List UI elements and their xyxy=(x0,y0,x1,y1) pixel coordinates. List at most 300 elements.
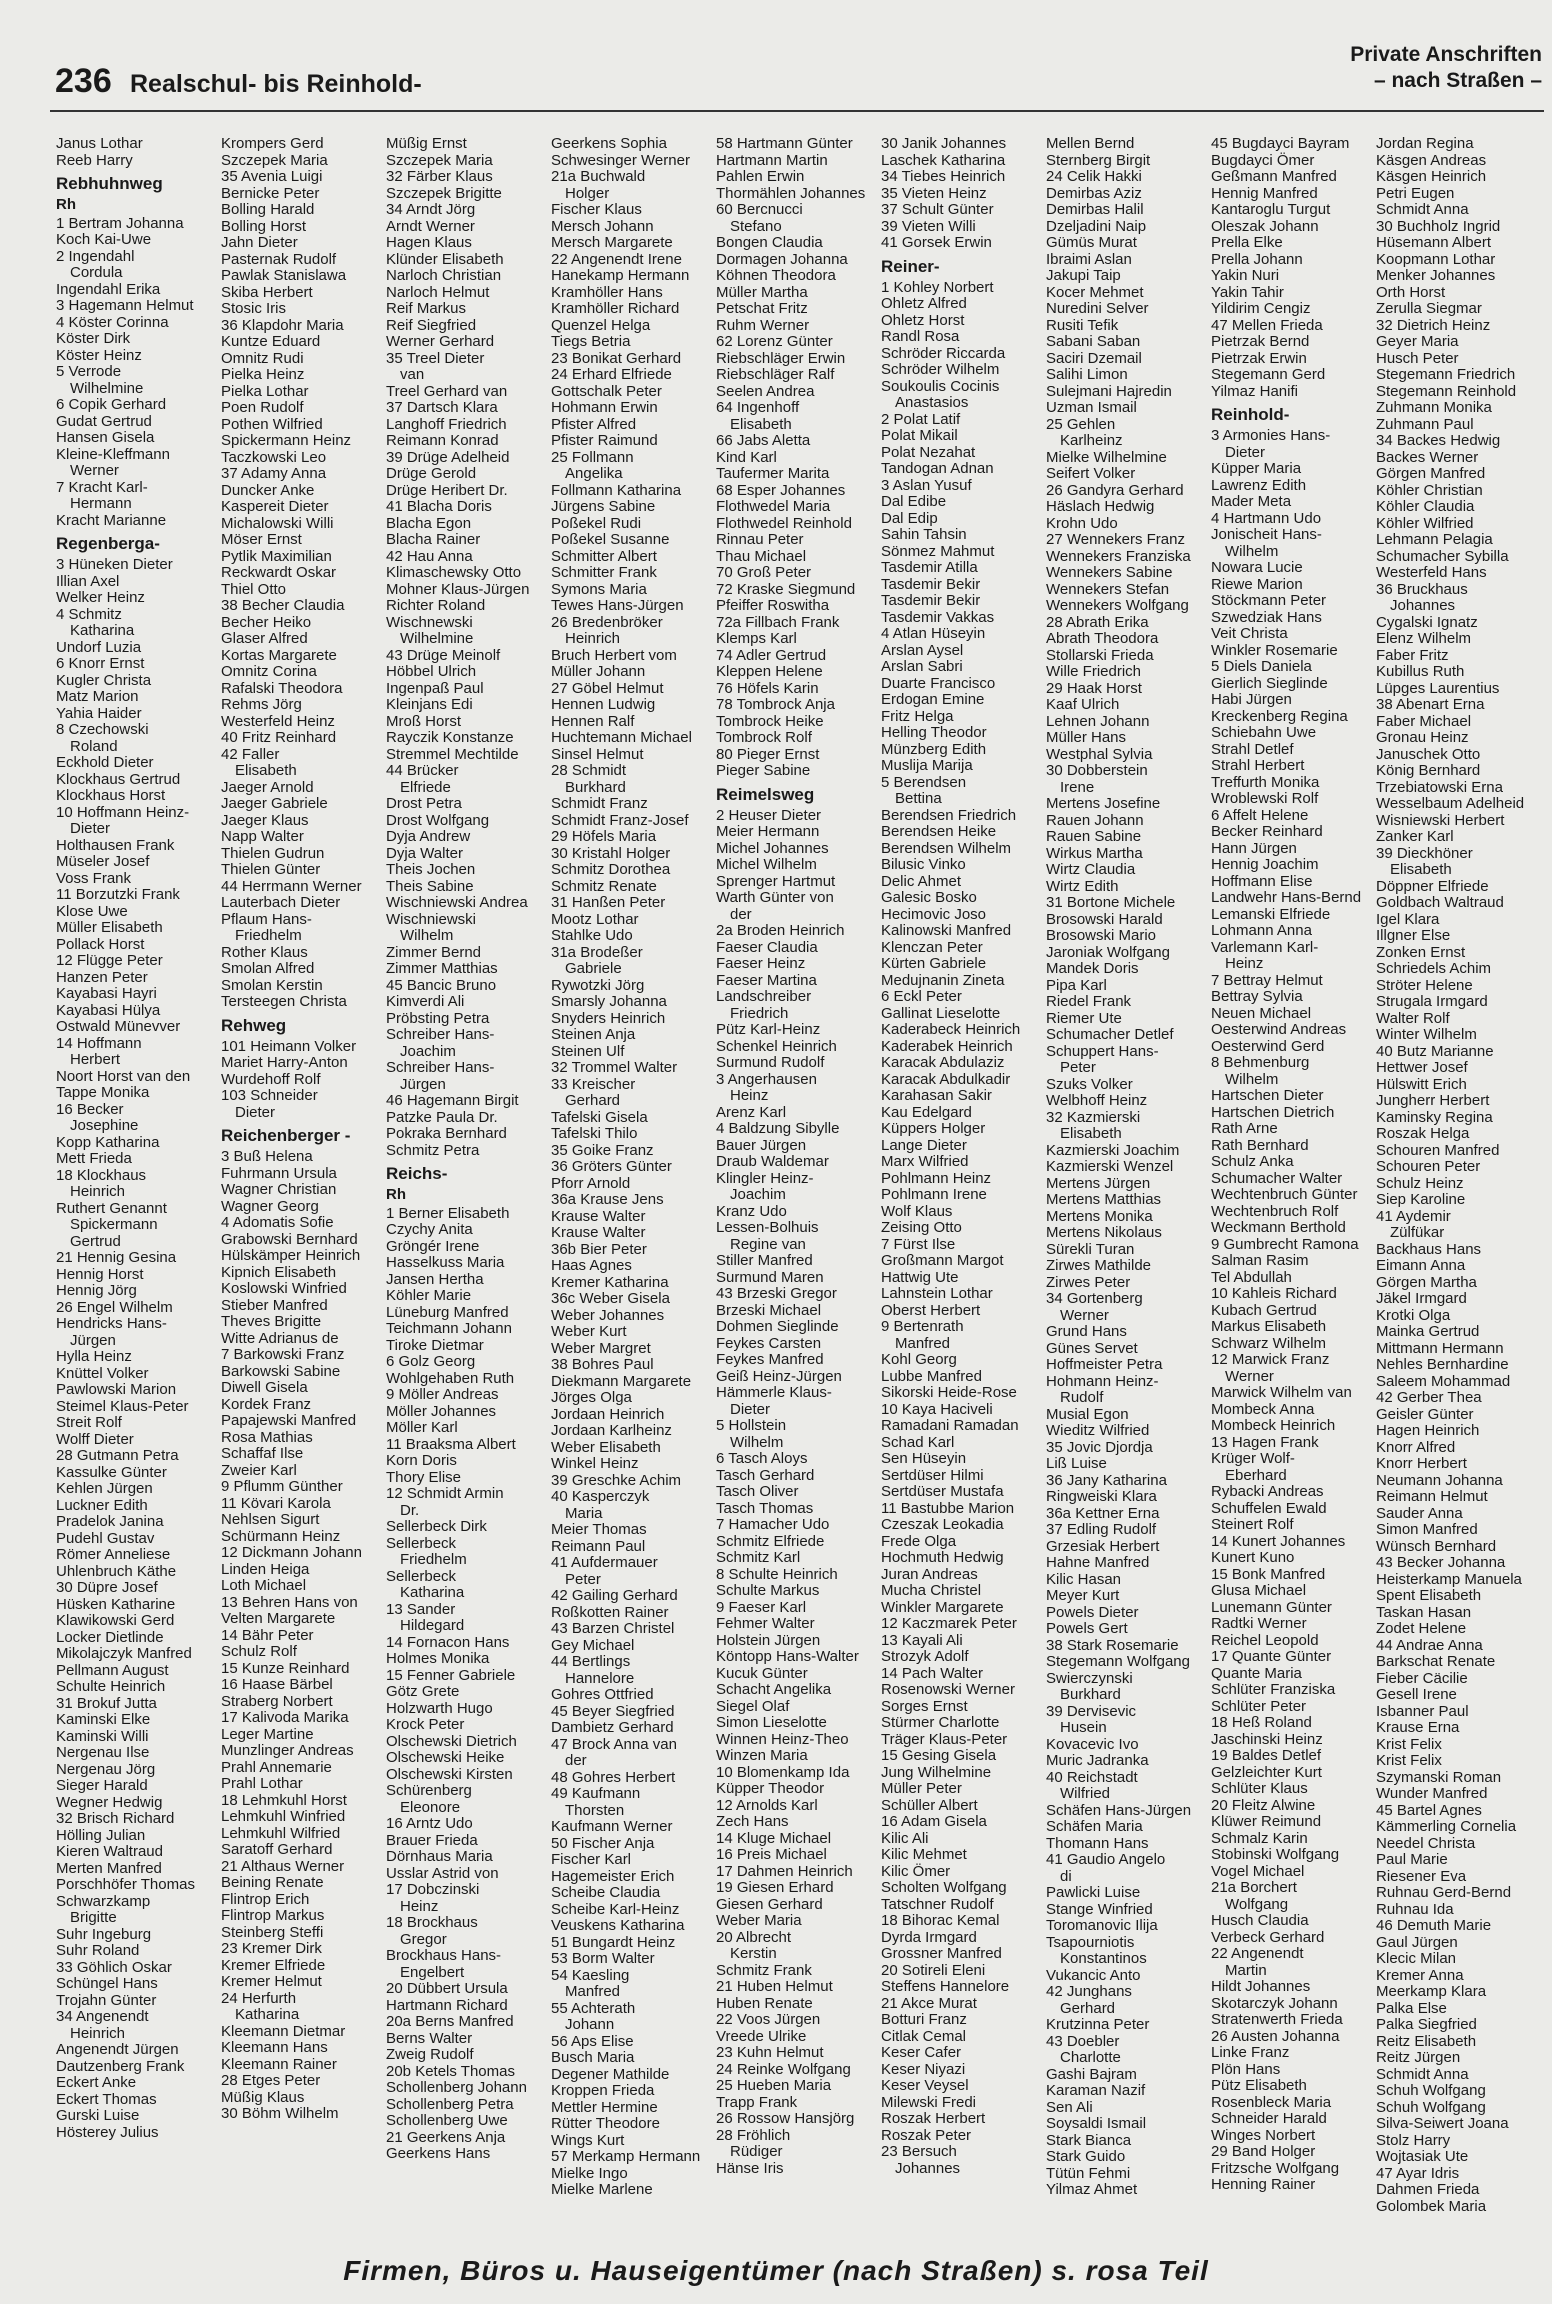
resident-entry: 9 Möller Andreas xyxy=(386,1386,499,1403)
resident-entry: 22 Angenendt Irene xyxy=(551,250,682,268)
resident-entry: 17 Dahmen Heinrich xyxy=(716,1862,853,1880)
entry-continuation: Johannes xyxy=(895,2159,961,2177)
resident-entry: Wechtenbruch Günter xyxy=(1211,1186,1358,1203)
resident-entry: Citlak Cemal xyxy=(881,2027,967,2045)
entry-continuation: Eberhard xyxy=(1225,1466,1287,1484)
resident-entry: 21a Borchert xyxy=(1211,1879,1297,1896)
resident-entry: 7 Fürst Ilse xyxy=(881,1235,956,1253)
resident-entry: Wischnewski xyxy=(386,613,473,631)
resident-entry: Winnen Heinz-Theo xyxy=(716,1730,849,1748)
resident-entry: Trojahn Günter xyxy=(56,1991,157,2009)
resident-entry: Pollack Horst xyxy=(56,935,145,953)
resident-entry: 10 Kahleis Richard xyxy=(1211,1285,1337,1302)
resident-entry: Möser Ernst xyxy=(221,531,302,548)
resident-entry: Toromanovic Ilija xyxy=(1046,1917,1158,1934)
resident-entry: 4 Hartmann Udo xyxy=(1211,509,1322,527)
resident-entry: 40 Butz Marianne xyxy=(1376,1042,1494,1060)
entry-continuation: Peter xyxy=(565,1570,601,1588)
resident-entry: Pflaum Hans- xyxy=(221,910,312,928)
resident-entry: 80 Pieger Ernst xyxy=(716,745,820,763)
resident-entry: Kehlen Jürgen xyxy=(56,1480,153,1497)
resident-entry: Czeszak Leokadia xyxy=(881,1516,1004,1533)
entry-continuation: Friedhelm xyxy=(400,1551,467,1568)
resident-entry: Krüger Wolf- xyxy=(1211,1450,1295,1467)
resident-entry: Angenendt Jürgen xyxy=(56,2041,179,2058)
resident-entry: Pfeiffer Roswitha xyxy=(716,597,830,614)
resident-entry: Wolff Dieter xyxy=(56,1430,134,1448)
resident-entry: Tasch Thomas xyxy=(716,1499,814,1517)
resident-entry: Mertens Matthias xyxy=(1046,1191,1162,1208)
resident-entry: Walter Rolf xyxy=(1376,1009,1450,1027)
resident-entry: Lehmann Pelagia xyxy=(1376,531,1493,548)
resident-entry: Bolling Harald xyxy=(221,201,315,218)
resident-entry: Veuskens Katharina xyxy=(551,1917,685,1934)
resident-entry: Olschewski Dietrich xyxy=(386,1732,517,1750)
entry-continuation: Elisabeth xyxy=(235,762,297,779)
resident-entry: Lahnstein Lothar xyxy=(881,1285,993,1302)
resident-entry: Jung Wilhelmine xyxy=(881,1763,992,1781)
district-code: Rh xyxy=(56,196,76,213)
resident-entry: Salman Rasim xyxy=(1211,1252,1309,1269)
resident-entry: Knüttel Volker xyxy=(56,1364,149,1382)
resident-entry: Faber Michael xyxy=(1376,712,1472,730)
resident-entry: 8 Behmenburg xyxy=(1211,1054,1310,1071)
resident-entry: Mersch Margarete xyxy=(551,234,673,251)
resident-entry: Kremer Helmut xyxy=(221,1973,322,1990)
resident-entry: Jordaan Karlheinz xyxy=(551,1422,672,1439)
resident-entry: Szczepek Maria xyxy=(221,151,328,169)
resident-entry: Drost Petra xyxy=(386,795,462,812)
resident-entry: 14 Hoffmann xyxy=(56,1034,142,1052)
resident-entry: 12 Arnolds Karl xyxy=(716,1796,818,1814)
resident-entry: Stollarski Frieda xyxy=(1046,646,1154,664)
resident-entry: Frede Olga xyxy=(881,1532,957,1550)
resident-entry: 7 Kracht Karl- xyxy=(56,478,148,496)
resident-entry: Schuffelen Ewald xyxy=(1211,1499,1327,1517)
resident-entry: Wegner Hedwig xyxy=(56,1793,163,1811)
entry-continuation: Friedhelm xyxy=(235,927,302,944)
resident-entry: Winges Norbert xyxy=(1211,2126,1316,2144)
resident-entry: Bolling Horst xyxy=(221,217,307,235)
entry-continuation: Werner xyxy=(70,462,119,479)
resident-entry: 37 Adamy Anna xyxy=(221,465,327,482)
resident-entry: Arslan Aysel xyxy=(881,641,964,659)
resident-entry: Kopp Katharina xyxy=(56,1133,160,1151)
resident-entry: Lemanski Elfriede xyxy=(1211,905,1331,923)
resident-entry: Thau Michael xyxy=(716,547,807,565)
resident-entry: Bugdayci Ömer xyxy=(1211,151,1315,169)
resident-entry: Feykes Manfred xyxy=(716,1351,824,1368)
resident-entry: Poßekel Rudi xyxy=(551,514,642,532)
resident-entry: Bilusic Vinko xyxy=(881,856,966,873)
resident-entry: Gümüs Murat xyxy=(1046,234,1137,251)
resident-entry: Köhler Christian xyxy=(1376,481,1483,499)
resident-entry: Riebschläger Ralf xyxy=(716,366,835,383)
resident-entry: Reimann Paul xyxy=(551,1537,646,1555)
resident-entry: Ostwald Münevver xyxy=(56,1018,181,1035)
resident-entry: Klose Uwe xyxy=(56,902,128,920)
resident-entry: Neuen Michael xyxy=(1211,1004,1312,1022)
resident-entry: Soysaldi Ismail xyxy=(1046,2115,1147,2132)
resident-entry: Wennekers Wolfgang xyxy=(1046,597,1189,614)
resident-entry: Keser Niyazi xyxy=(881,2060,966,2078)
resident-entry: Michel Wilhelm xyxy=(716,856,817,873)
resident-entry: Klemps Karl xyxy=(716,630,797,647)
resident-entry: Locker Dietlinde xyxy=(56,1628,164,1646)
entry-continuation: Jürgen xyxy=(70,1331,116,1349)
page-number: 236 xyxy=(55,62,112,100)
resident-entry: Schürenberg xyxy=(386,1782,472,1799)
resident-entry: Flintrop Markus xyxy=(221,1907,325,1924)
resident-entry: Dzeljadini Naip xyxy=(1046,217,1147,235)
resident-entry: Schröder Wilhelm xyxy=(881,361,1000,378)
entry-continuation: Manfred xyxy=(895,1334,951,1352)
resident-entry: 26 Gandyra Gerhard xyxy=(1046,481,1184,499)
directory-column xyxy=(56,136,221,2244)
resident-entry: Schollenberg Johann xyxy=(386,2079,527,2096)
resident-entry: Yilmaz Ahmet xyxy=(1046,2181,1138,2198)
resident-entry: Pfister Alfred xyxy=(551,415,637,433)
resident-entry: Undorf Luzia xyxy=(56,638,142,656)
entry-continuation: Regine van xyxy=(730,1235,806,1253)
resident-entry: 43 Brzeski Gregor xyxy=(716,1285,837,1302)
resident-entry: Scheibe Karl-Heinz xyxy=(551,1900,680,1918)
resident-entry: 60 Bercnucci xyxy=(716,201,803,218)
resident-entry: 50 Fischer Anja xyxy=(551,1834,655,1852)
resident-entry: 51 Bungardt Heinz xyxy=(551,1933,676,1951)
resident-entry: Suhr Ingeburg xyxy=(56,1925,152,1943)
resident-entry: Brosowski Mario xyxy=(1046,927,1157,944)
resident-entry: Duarte Francisco xyxy=(881,674,996,692)
resident-entry: Hohmann Erwin xyxy=(551,399,658,416)
resident-entry: Kimverdi Ali xyxy=(386,993,465,1010)
entry-continuation: Friedrich xyxy=(730,1004,789,1022)
resident-entry: Günes Servet xyxy=(1046,1339,1138,1357)
resident-entry: Lüpges Laurentius xyxy=(1376,679,1500,697)
resident-entry: Czychy Anita xyxy=(386,1221,473,1238)
resident-entry: Richter Roland xyxy=(386,597,486,614)
entry-continuation: Johann xyxy=(565,2016,615,2033)
resident-entry: Hennig Jörg xyxy=(56,1282,137,1299)
resident-entry: Thory Elise xyxy=(386,1468,462,1486)
resident-entry: 15 Fenner Gabriele xyxy=(386,1666,516,1684)
resident-entry: Flothwedel Reinhold xyxy=(716,514,852,532)
resident-entry: 42 Faller xyxy=(221,745,280,763)
resident-entry: Klockhaus Horst xyxy=(56,787,166,804)
resident-entry: Sönmez Mahmut xyxy=(881,542,995,560)
resident-entry: Eckhold Dieter xyxy=(56,754,154,771)
resident-entry: Ingenpaß Paul xyxy=(386,679,484,697)
resident-entry: Pasternak Rudolf xyxy=(221,250,337,268)
resident-entry: Sieger Harald xyxy=(56,1777,148,1794)
resident-entry: Weckmann Berthold xyxy=(1211,1219,1346,1236)
resident-entry: Palka Siegfried xyxy=(1376,2016,1477,2033)
resident-entry: 72a Fillbach Frank xyxy=(716,613,840,631)
resident-entry: 33 Kreischer xyxy=(551,1075,636,1093)
resident-entry: Hochmuth Hedwig xyxy=(881,1549,1004,1566)
resident-entry: Korn Doris xyxy=(386,1452,457,1469)
resident-entry: Mettler Hermine xyxy=(551,2098,658,2116)
footer-note: Firmen, Büros u. Hauseigentümer (nach Straßen) s. rosa Teil xyxy=(343,2255,1209,2286)
resident-entry: Zweier Karl xyxy=(221,1461,297,1479)
resident-entry: Hennen Ralf xyxy=(551,712,635,730)
resident-entry: Pudehl Gustav xyxy=(56,1529,155,1547)
resident-entry: Tütün Fehmi xyxy=(1046,2164,1131,2182)
resident-entry: Steinen Anja xyxy=(551,1026,636,1043)
resident-entry: Tandogan Adnan xyxy=(881,460,994,477)
resident-entry: 42 Junghans xyxy=(1046,1983,1132,2000)
street-heading: Reichenberger - xyxy=(221,1126,351,1145)
resident-entry: 41 Gorsek Erwin xyxy=(881,234,992,251)
resident-entry: Treel Gerhard van xyxy=(386,382,508,400)
section-subtitle: – nach Straßen – xyxy=(1373,69,1542,92)
resident-entry: Symons Maria xyxy=(551,580,647,598)
resident-entry: 30 Buchholz Ingrid xyxy=(1376,217,1501,235)
resident-entry: Kortas Margarete xyxy=(221,646,337,664)
resident-entry: Krock Peter xyxy=(386,1716,465,1733)
resident-entry: Hennen Ludwig xyxy=(551,696,656,713)
resident-entry: 30 Böhm Wilhelm xyxy=(221,2105,339,2122)
resident-entry: Seelen Andrea xyxy=(716,382,815,400)
resident-entry: Wolf Klaus xyxy=(881,1202,953,1220)
resident-entry: Prahl Annemarie xyxy=(221,1758,332,1776)
resident-entry: Köhler Wilfried xyxy=(1376,514,1474,532)
resident-entry: Westerfeld Heinz xyxy=(221,712,335,730)
resident-entry: 24 Herfurth xyxy=(221,1989,297,2007)
resident-entry: Munzlinger Andreas xyxy=(221,1742,354,1759)
resident-entry: Schiebahn Uwe xyxy=(1211,724,1317,741)
resident-entry: Wojtasiak Ute xyxy=(1376,2148,1469,2165)
resident-entry: Delic Ahmet xyxy=(881,872,962,890)
resident-entry: Knorr Herbert xyxy=(1376,1455,1467,1472)
resident-entry: 17 Quante Günter xyxy=(1211,1648,1332,1665)
resident-entry: Mertens Josefine xyxy=(1046,795,1161,812)
resident-entry: Warth Günter von xyxy=(716,889,834,906)
resident-entry: 4 Atlan Hüseyin xyxy=(881,625,986,642)
resident-entry: Oleszak Johann xyxy=(1211,217,1319,235)
resident-entry: Hennig Horst xyxy=(56,1265,144,1283)
resident-entry: Holzwarth Hugo xyxy=(386,1699,493,1717)
resident-entry: Bruch Herbert vom xyxy=(551,646,677,664)
entry-continuation: Katharina xyxy=(235,2006,300,2023)
resident-entry: Merten Manfred xyxy=(56,1859,162,1877)
resident-entry: 11 Borzutzki Frank xyxy=(56,886,180,903)
resident-entry: Jaeger Arnold xyxy=(221,778,314,796)
resident-entry: Michalowski Willi xyxy=(221,514,334,532)
resident-entry: 15 Kunze Reinhard xyxy=(221,1659,350,1677)
resident-entry: Arenz Karl xyxy=(716,1103,787,1121)
resident-entry: Roszak Herbert xyxy=(881,2110,986,2127)
resident-entry: Kaderabeck Heinrich xyxy=(881,1021,1021,1038)
resident-entry: 42 Gailing Gerhard xyxy=(551,1587,678,1604)
resident-entry: Wurdehoff Rolf xyxy=(221,1070,321,1088)
resident-entry: Schaffaf Ilse xyxy=(221,1445,304,1462)
entry-continuation: Karlheinz xyxy=(1060,432,1123,449)
resident-entry: Hagemeister Erich xyxy=(551,1867,675,1885)
entry-continuation: Wilhelm xyxy=(400,927,454,944)
resident-entry: Landschreiber xyxy=(716,988,812,1005)
resident-entry: Zimmer Bernd xyxy=(386,943,482,961)
resident-entry: Jordan Regina xyxy=(1376,136,1474,152)
resident-entry: Pothen Wilfried xyxy=(221,415,323,433)
resident-entry: Ruhnau Ida xyxy=(1376,1900,1454,1918)
resident-entry: Riebschläger Erwin xyxy=(716,349,846,367)
resident-entry: Kucuk Günter xyxy=(716,1664,808,1682)
resident-entry: 38 Abenart Erna xyxy=(1376,696,1485,713)
resident-entry: Großmann Margot xyxy=(881,1252,1004,1269)
resident-entry: 37 Schult Günter xyxy=(881,201,994,218)
resident-entry: Fischer Klaus xyxy=(551,201,642,218)
resident-entry: Sen Hüseyin xyxy=(881,1450,967,1467)
resident-entry: Strugala Irmgard xyxy=(1376,993,1488,1010)
resident-entry: Jörges Olga xyxy=(551,1389,632,1406)
resident-entry: Kocer Mehmet xyxy=(1046,283,1144,301)
resident-entry: Wroblewski Rolf xyxy=(1211,790,1319,807)
resident-entry: 32 Dietrich Heinz xyxy=(1376,316,1491,334)
resident-entry: Helling Theodor xyxy=(881,724,987,741)
resident-entry: Mielke Marlene xyxy=(551,2181,653,2198)
resident-entry: Markus Elisabeth xyxy=(1211,1318,1327,1335)
resident-entry: 16 Haase Bärbel xyxy=(221,1676,333,1693)
resident-entry: Wings Kurt xyxy=(551,2131,625,2149)
resident-entry: Stegemann Gerd xyxy=(1211,366,1326,383)
resident-entry: Theis Jochen xyxy=(386,861,476,878)
entry-continuation: Heinz xyxy=(730,1087,769,1104)
resident-entry: Köster Heinz xyxy=(56,346,142,364)
resident-entry: Schulz Anka xyxy=(1211,1153,1294,1170)
resident-entry: Fritz Helga xyxy=(881,707,954,725)
resident-entry: Tatschner Rudolf xyxy=(881,1895,994,1913)
resident-entry: Hasselkuss Maria xyxy=(386,1254,505,1271)
resident-entry: 34 Gortenberg xyxy=(1046,1290,1143,1307)
resident-entry: Gaul Jürgen xyxy=(1376,1933,1458,1951)
resident-entry: Steinert Rolf xyxy=(1211,1516,1294,1533)
resident-entry: Cygalski Ignatz xyxy=(1376,613,1478,631)
resident-entry: Pütz Karl-Heinz xyxy=(716,1021,821,1038)
resident-entry: 29 Höfels Maria xyxy=(551,828,657,845)
resident-entry: Tsapourniotis xyxy=(1046,1933,1135,1951)
resident-entry: 13 Hagen Frank xyxy=(1211,1433,1319,1451)
resident-entry: 8 Czechowski xyxy=(56,721,149,738)
resident-entry: Palka Else xyxy=(1376,1999,1447,2017)
resident-entry: Strahl Detlef xyxy=(1211,740,1294,758)
resident-entry: Milewski Fredi xyxy=(881,2093,977,2111)
resident-entry: Köster Dirk xyxy=(56,330,131,347)
resident-entry: Kilic Mehmet xyxy=(881,1846,967,1863)
resident-entry: Klockhaus Gertrud xyxy=(56,770,181,788)
resident-entry: Kilic Hasan xyxy=(1046,1570,1122,1588)
resident-entry: Petri Eugen xyxy=(1376,184,1455,202)
resident-entry: Randl Rosa xyxy=(881,328,960,345)
resident-entry: 42 Hau Anna xyxy=(386,547,473,565)
entry-continuation: Hermann xyxy=(70,495,132,512)
resident-entry: 26 Engel Wilhelm xyxy=(56,1298,173,1316)
resident-entry: Hagen Heinrich xyxy=(1376,1422,1480,1439)
entry-continuation: Peter xyxy=(1060,1059,1096,1076)
resident-entry: Thielen Günter xyxy=(221,861,321,878)
resident-entry: Hartschen Dieter xyxy=(1211,1087,1324,1104)
resident-entry: Taczkowski Leo xyxy=(221,448,327,466)
resident-entry: Hettwer Josef xyxy=(1376,1059,1468,1076)
resident-entry: Mellen Bernd xyxy=(1046,136,1135,152)
resident-entry: Kubach Gertrud xyxy=(1211,1301,1317,1319)
resident-entry: 20 Sotireli Eleni xyxy=(881,1961,986,1979)
resident-entry: Suhr Roland xyxy=(56,1942,140,1959)
resident-entry: Tasdemir Bekir xyxy=(881,592,981,609)
resident-entry: Hölling Julian xyxy=(56,1826,146,1844)
resident-entry: Dambietz Gerhard xyxy=(551,1719,674,1736)
resident-entry: Mariet Harry-Anton xyxy=(221,1054,348,1071)
resident-entry: Golombek Maria xyxy=(1376,2197,1487,2215)
resident-entry: Ruhm Werner xyxy=(716,316,810,334)
resident-entry: 12 Schmidt Armin xyxy=(386,1485,504,1502)
resident-entry: 3 Angerhausen xyxy=(716,1070,817,1088)
resident-entry: Dörnhaus Maria xyxy=(386,1848,493,1865)
resident-entry: Ohletz Horst xyxy=(881,311,965,329)
resident-entry: Brockhaus Hans- xyxy=(386,1947,502,1964)
resident-entry: Faeser Heinz xyxy=(716,955,806,972)
resident-entry: Stegemann Friedrich xyxy=(1376,366,1516,383)
entry-continuation: Heinz xyxy=(1225,955,1264,972)
resident-entry: Höbbel Ulrich xyxy=(386,663,477,680)
resident-entry: Wünsch Bernhard xyxy=(1376,1537,1497,1555)
resident-entry: Brosowski Harald xyxy=(1046,910,1163,928)
resident-entry: Schröder Riccarda xyxy=(881,344,1006,362)
resident-entry: 35 Treel Dieter xyxy=(386,349,485,367)
resident-entry: Pokraka Bernhard xyxy=(386,1125,507,1142)
resident-entry: Schulz Heinz xyxy=(1376,1174,1464,1192)
resident-entry: Kroppen Frieda xyxy=(551,2082,655,2099)
resident-entry: Leger Martine xyxy=(221,1725,314,1743)
resident-entry: 6 Affelt Helene xyxy=(1211,806,1309,824)
resident-entry: Fritzsche Wolfgang xyxy=(1211,2159,1340,2177)
resident-entry: Faber Fritz xyxy=(1376,646,1449,664)
resident-entry: Hecimovic Joso xyxy=(881,905,987,923)
directory-column xyxy=(551,136,716,2244)
resident-entry: Mandek Doris xyxy=(1046,960,1139,977)
resident-entry: Sabani Saban xyxy=(1046,333,1141,350)
resident-entry: 12 Dickmann Johann xyxy=(221,1544,362,1561)
resident-entry: Küppers Holger xyxy=(881,1120,986,1137)
resident-entry: Polat Nezahat xyxy=(881,443,976,461)
resident-entry: Klüwer Reimund xyxy=(1211,1813,1322,1830)
resident-entry: Stobinski Wolfgang xyxy=(1211,1846,1340,1863)
resident-entry: Müller Hans xyxy=(1046,729,1127,746)
resident-entry: 24 Erhard Elfriede xyxy=(551,366,672,383)
entry-continuation: Spickermann xyxy=(70,1216,158,1233)
resident-entry: Schouren Peter xyxy=(1376,1158,1481,1175)
resident-entry: 66 Jabs Aletta xyxy=(716,432,811,449)
resident-entry: Paul Marie xyxy=(1376,1851,1448,1868)
resident-entry: Petschat Fritz xyxy=(716,300,808,317)
resident-entry: Zerulla Siegmar xyxy=(1376,300,1482,317)
entry-continuation: Werner xyxy=(1060,1306,1109,1324)
entry-continuation: Elisabeth xyxy=(1060,1125,1122,1142)
resident-entry: Scholten Wolfgang xyxy=(881,1879,1007,1896)
resident-entry: Laschek Katharina xyxy=(881,151,1006,169)
resident-entry: 23 Kremer Dirk xyxy=(221,1940,322,1957)
resident-entry: 2 Ingendahl xyxy=(56,247,135,265)
resident-entry: Berns Walter xyxy=(386,2029,473,2047)
resident-entry: Pforr Arnold xyxy=(551,1174,631,1192)
street-heading: Regenberga- xyxy=(56,534,160,553)
entry-continuation: Wilhelm xyxy=(730,1433,784,1451)
resident-entry: Köhler Claudia xyxy=(1376,498,1475,515)
resident-entry: Berendsen Wilhelm xyxy=(881,839,1012,857)
resident-entry: 55 Achterath xyxy=(551,1999,636,2017)
resident-entry: Wagner Georg xyxy=(221,1197,319,1215)
resident-entry: Mader Meta xyxy=(1211,493,1292,510)
